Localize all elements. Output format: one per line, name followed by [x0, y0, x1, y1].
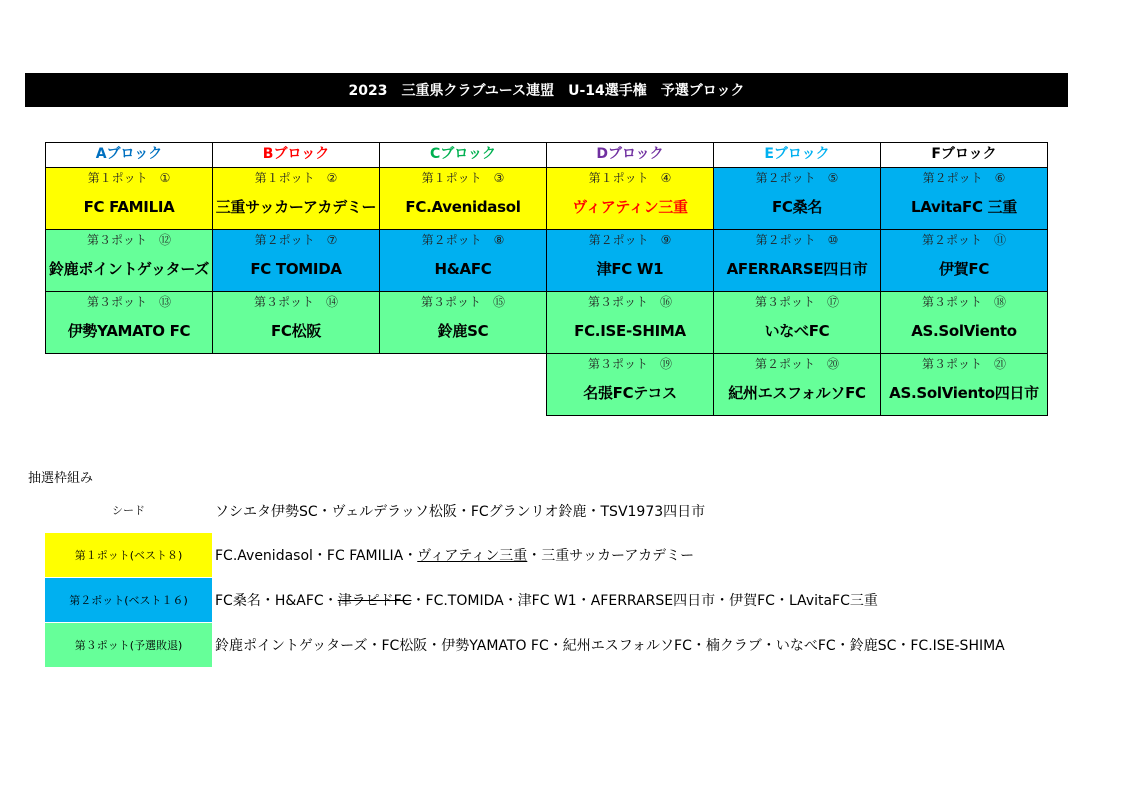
pot2-label: 第２ポット(ベスト１６) — [45, 578, 212, 622]
team-cell — [45, 291, 213, 354]
team-cell — [713, 291, 881, 354]
team-cell — [212, 291, 380, 354]
team-cell — [379, 229, 547, 292]
pot-label: 第３ポット ⑱ — [921, 295, 1006, 309]
team-cell — [713, 229, 881, 292]
team-name: 伊勢YAMATO FC — [67, 322, 191, 340]
block-header-f: Fブロック — [880, 142, 1048, 168]
block-header-b: Bブロック — [212, 142, 380, 168]
pot1-teams-a: FC.Avenidasol・FC FAMILIA・ — [215, 548, 418, 564]
pot-label: 第２ポット ⑦ — [254, 233, 338, 247]
pot-label: 第２ポット ⑤ — [755, 171, 839, 185]
block-header-d: Dブロック — [546, 142, 714, 168]
pot2-teams-struck: 津ラピドFC — [337, 593, 412, 609]
team-name: ヴィアティン三重 — [572, 198, 688, 216]
pot3-teams: 鈴鹿ポイントゲッターズ・FC松阪・伊勢YAMATO FC・紀州エスフォルソFC・楠クラブ・いなべFC・鈴鹿SC・FC.ISE-SHIMA — [215, 638, 1005, 654]
pot2-teams-a: FC桑名・H&AFC・ — [215, 593, 338, 609]
pot1-label: 第１ポット(ベスト８) — [45, 533, 212, 577]
pot-label: 第２ポット ⑪ — [921, 233, 1006, 247]
team-name: FC松阪 — [270, 322, 322, 340]
team-name: FC.ISE-SHIMA — [574, 322, 686, 340]
draw-heading: 抽選枠組み — [28, 471, 94, 486]
seed-teams: ソシエタ伊勢SC・ヴェルデラッソ松阪・FCグランリオ鈴鹿・TSV1973四日市 — [215, 504, 706, 520]
team-cell — [546, 229, 714, 292]
team-name: FC TOMIDA — [250, 260, 342, 278]
seed-label: シード — [112, 504, 145, 517]
team-cell — [212, 229, 380, 292]
pot-label: 第１ポット ① — [87, 171, 171, 185]
pot2-teams — [215, 590, 878, 610]
team-name: 伊賀FC — [938, 260, 990, 278]
pot-label: 第２ポット ⑧ — [421, 233, 505, 247]
pot-label: 第１ポット ② — [254, 171, 338, 185]
pot-label: 第３ポット ⑫ — [86, 233, 171, 247]
pot1-teams-b: ・三重サッカーアカデミー — [527, 548, 695, 564]
team-name: FC FAMILIA — [83, 198, 175, 216]
team-cell — [713, 167, 881, 230]
pot-label: 第３ポット ㉑ — [921, 357, 1006, 371]
team-cell — [880, 353, 1048, 416]
team-cell — [880, 167, 1048, 230]
team-name: AFERRARSE四日市 — [726, 260, 868, 278]
team-cell — [212, 167, 380, 230]
team-cell — [713, 353, 881, 416]
pot1-teams — [215, 545, 694, 565]
team-cell — [45, 229, 213, 292]
pot-label: 第２ポット ⑳ — [754, 357, 839, 371]
page-title: 2023 三重県クラブユース連盟 U-14選手権 予選ブロック — [25, 73, 1068, 107]
team-cell — [546, 291, 714, 354]
team-cell — [880, 291, 1048, 354]
block-header-e: Eブロック — [713, 142, 881, 168]
team-name: FC桑名 — [771, 198, 823, 216]
pot-label: 第３ポット ⑭ — [253, 295, 338, 309]
pot-label: 第３ポット ⑰ — [754, 295, 839, 309]
pot-label: 第３ポット ⑯ — [587, 295, 672, 309]
team-cell — [45, 167, 213, 230]
block-header-a: Aブロック — [45, 142, 213, 168]
team-cell — [379, 291, 547, 354]
pot-label: 第３ポット ⑬ — [86, 295, 171, 309]
team-name: 名張FCテコス — [583, 384, 677, 402]
team-name: LAvitaFC 三重 — [910, 198, 1018, 216]
team-cell — [880, 229, 1048, 292]
pot-label: 第３ポット ⑲ — [587, 357, 672, 371]
team-name: 津FC W1 — [596, 260, 664, 278]
pot-label: 第１ポット ③ — [421, 171, 505, 185]
pot-label: 第２ポット ⑨ — [588, 233, 672, 247]
team-name: AS.SolViento — [911, 322, 1017, 340]
team-name: FC.Avenidasol — [405, 198, 521, 216]
team-name: AS.SolViento四日市 — [889, 384, 1039, 402]
team-cell — [379, 167, 547, 230]
pot-label: 第２ポット ⑥ — [922, 171, 1006, 185]
team-name: 鈴鹿ポイントゲッターズ — [48, 260, 210, 278]
team-name: H&AFC — [434, 260, 492, 278]
pot-label: 第２ポット ⑩ — [755, 233, 839, 247]
team-name: 鈴鹿SC — [437, 322, 489, 340]
team-name: 紀州エスフォルソFC — [728, 384, 866, 402]
pot3-label: 第３ポット(予選敗退) — [45, 623, 212, 667]
pot1-teams-underlined: ヴィアティン三重 — [417, 548, 528, 564]
block-header-c: Cブロック — [379, 142, 547, 168]
team-cell — [546, 353, 714, 416]
team-name: いなべFC — [764, 322, 830, 340]
pot2-teams-b: ・FC.TOMIDA・津FC W1・AFERRARSE四日市・伊賀FC・LAvitaFC三重 — [411, 593, 878, 609]
team-name: 三重サッカーアカデミー — [215, 198, 377, 216]
team-cell — [546, 167, 714, 230]
pot-label: 第１ポット ④ — [588, 171, 672, 185]
pot-label: 第３ポット ⑮ — [420, 295, 505, 309]
